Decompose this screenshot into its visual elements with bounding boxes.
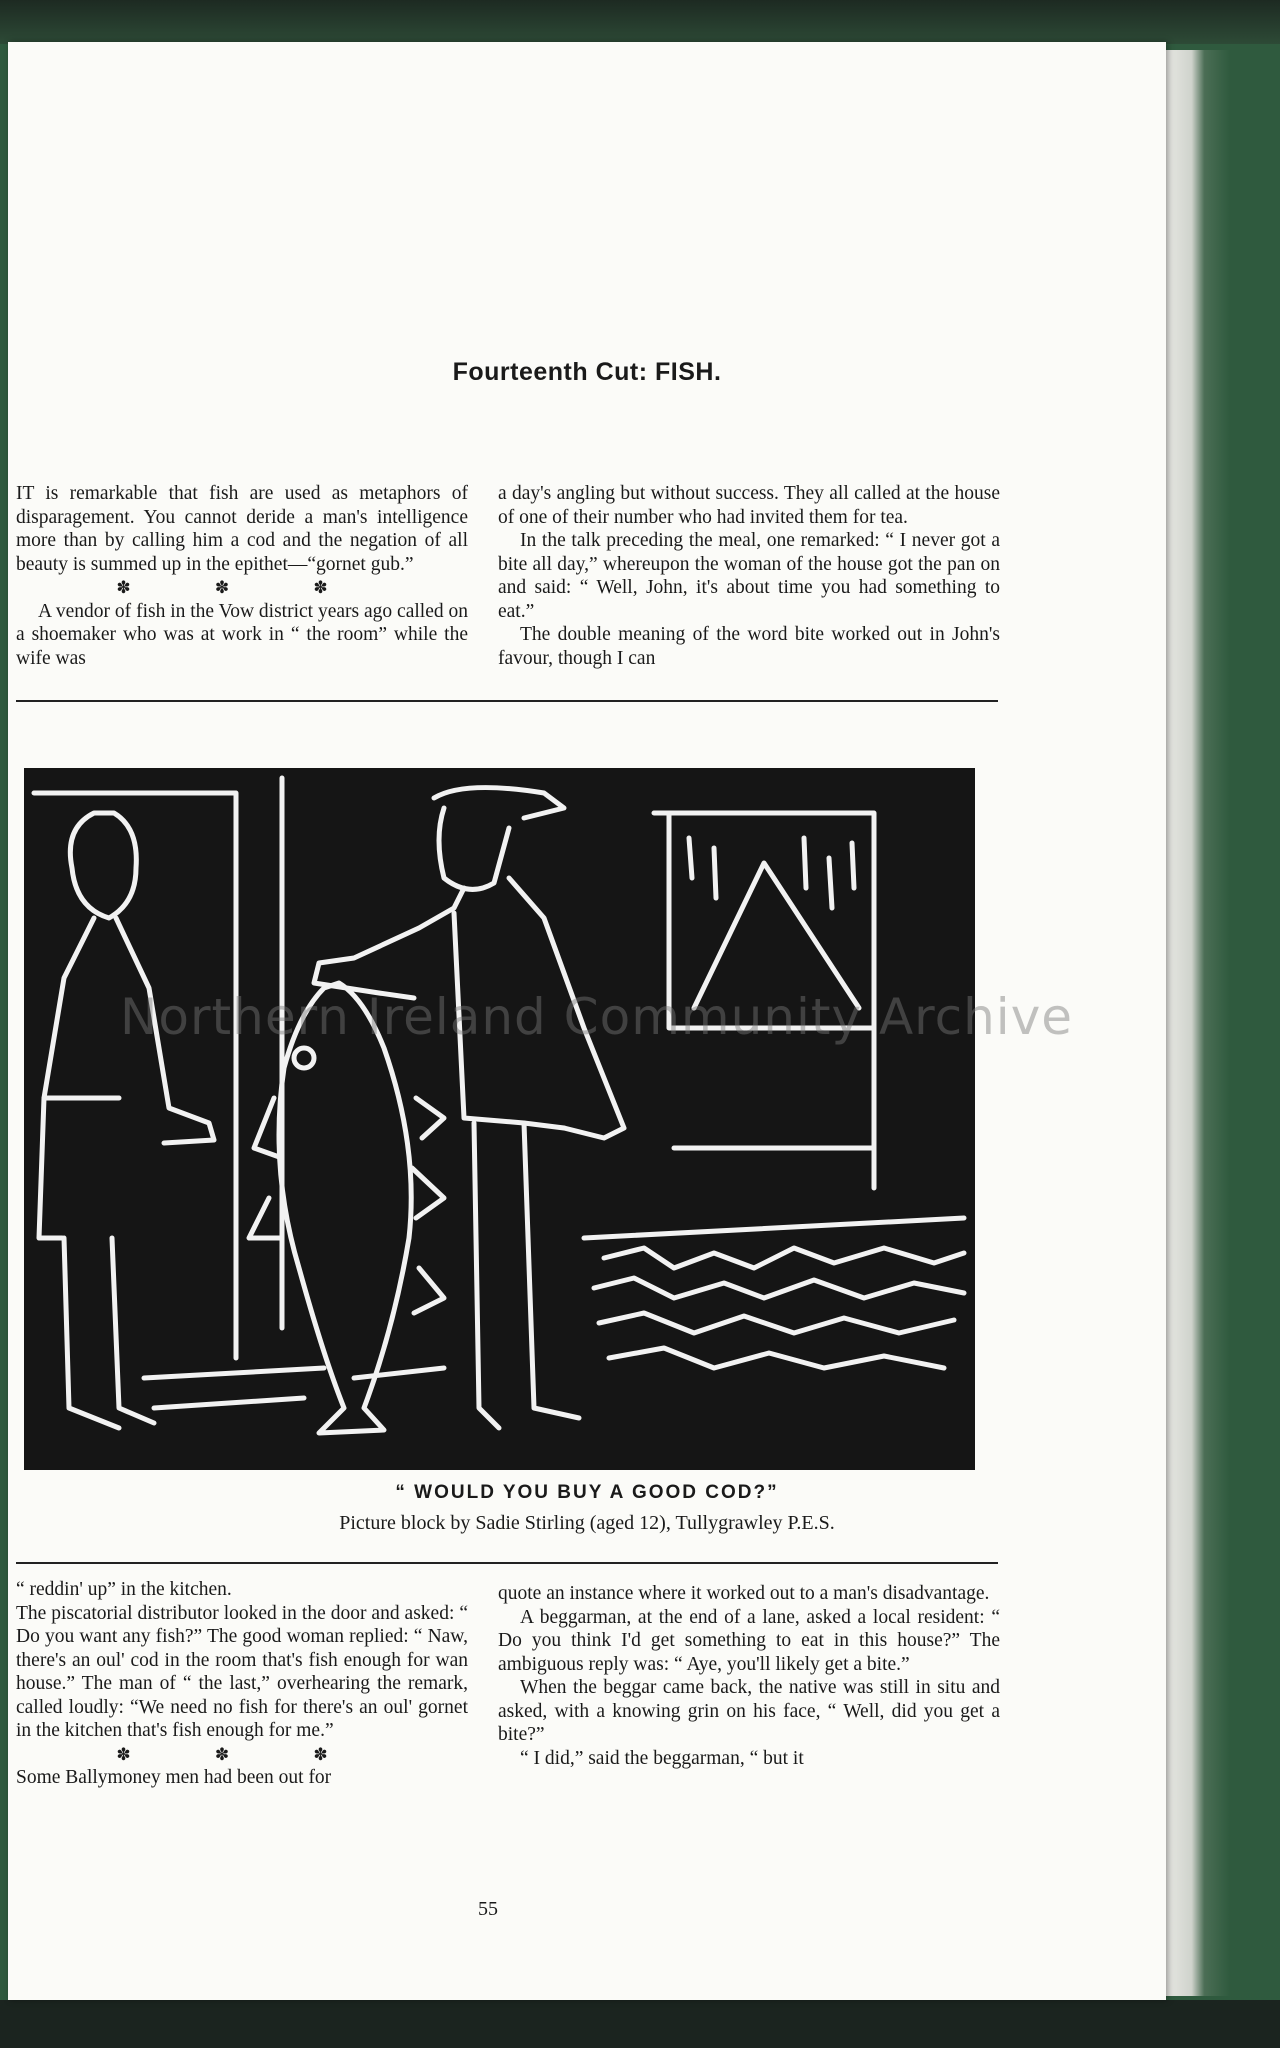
scan-background-top [0, 0, 1280, 44]
linocut-illustration [24, 768, 975, 1470]
archive-watermark: Northern Ireland Community Archive [120, 988, 1074, 1046]
section-divider-stars: ✽ ✽ ✽ [116, 1744, 368, 1764]
paragraph: A beggarman, at the end of a lane, asked a local resident: “ Do you think I'd get something to eat in this house?” The ambiguous reply was: “ Aye, you'll likely get a bite.” [498, 1606, 1000, 1675]
paragraph: “ I did,” said the beggarman, “ but it [520, 1747, 804, 1769]
paragraph: In the talk preceding the meal, one remarked: “ I never got a bite all day,” whereupon the woman of the house got the pan on and said: “ Well, John, it's about time you had something to eat.” [498, 530, 1000, 622]
fish-vendor-image [24, 768, 975, 1470]
paragraph: A vendor of fish in the Vow district years ago called on a shoemaker who was at work in “ the room” while the wife was [16, 600, 468, 669]
paragraph: When the beggar came back, the native was still in situ and asked, with a knowing grin on his face, “ Well, did you get a bite?” [498, 1677, 1000, 1745]
paragraph: The piscatorial distributor looked in the door and asked: “ Do you want any fish?” The good woman replied: “ Naw, there's an oul' cod in the room that's fish enough for wan house.” The man of “ the last,” overhearing the remark, called loudly: “We need no fish for there's an oul' gornet in the kitchen that's fish enough for me.” [16, 1602, 468, 1741]
horizontal-rule [16, 700, 998, 702]
book-page [8, 42, 1166, 2000]
bottom-left-column [16, 1578, 468, 1790]
horizontal-rule [16, 1562, 998, 1564]
figure-credit: Picture block by Sadie Stirling (aged 12), Tullygrawley P.E.S. [339, 1512, 835, 1534]
book-page-edge [1166, 50, 1230, 1996]
figure-caption: “ WOULD YOU BUY A GOOD COD?” [395, 1482, 779, 1503]
top-right-column [498, 482, 1000, 670]
scan-background-bottom [0, 2000, 1280, 2048]
top-left-column [16, 482, 468, 670]
page-number: 55 [478, 1898, 498, 1920]
section-divider-stars: ✽ ✽ ✽ [116, 578, 368, 597]
paragraph: quote an instance where it worked out to a man's disadvantage. [498, 1583, 990, 1604]
paragraph: The double meaning of the word bite worked out in John's favour, though I can [498, 624, 1000, 669]
paragraph: “ reddin' up” in the kitchen. [16, 1579, 232, 1600]
paragraph: a day's angling but without success. They all called at the house of one of their number who had invited them for tea. [498, 483, 1000, 528]
paragraph: Some Ballymoney men had been out for [16, 1767, 332, 1788]
chapter-title: Fourteenth Cut: FISH. [452, 358, 722, 386]
bottom-right-column [498, 1582, 1000, 1770]
paragraph: IT is remarkable that fish are used as metaphors of disparagement. You cannot deride a man's intelligence more than by calling him a cod and the negation of all beauty is summed up in the epithet—“gornet gub.” [16, 483, 468, 575]
